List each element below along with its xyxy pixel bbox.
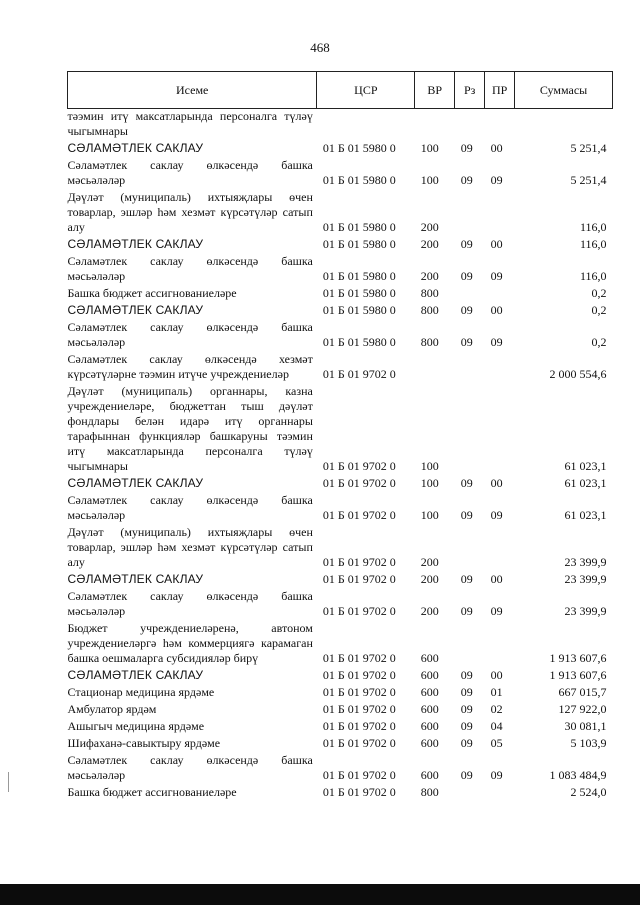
cell-sum: 667 015,7 <box>558 685 607 699</box>
cell-vr <box>415 352 455 384</box>
cell-rz: 09 <box>460 476 473 490</box>
cell-sum: 2 000 554,6 <box>549 367 607 381</box>
cell-vr: 800 <box>420 335 439 349</box>
cell-name: Ашыгыч медицина ярдәме <box>67 719 205 733</box>
cell-csr <box>317 109 415 142</box>
cell-sum: 2 524,0 <box>570 785 607 799</box>
cell-rz <box>455 621 485 668</box>
cell-pr: 01 <box>490 685 503 699</box>
cell-sum: 61 023,1 <box>564 508 607 522</box>
cell-rz <box>455 190 485 237</box>
cell-rz <box>455 109 485 142</box>
cell-rz <box>455 286 485 303</box>
table-row <box>68 303 613 320</box>
cell-sum: 0,2 <box>591 303 607 317</box>
cell-vr: 600 <box>420 768 439 782</box>
cell-name: Бюджет учреждениеләренә, автоном учреждениеләргә һәм коммерциягә карамаган башка оешмаларга субсидияләр бирү <box>67 621 313 665</box>
cell-name: Стационар медицина ярдәме <box>67 685 215 699</box>
cell-pr: 09 <box>490 604 503 618</box>
table-row <box>68 286 613 303</box>
cell-sum: 0,2 <box>591 335 607 349</box>
cell-name: СӘЛАМӘТЛЕК САКЛАУ <box>67 476 204 490</box>
cell-pr <box>485 286 515 303</box>
cell-name: тәэмин итү максатларында персоналга түләү чыгымнары <box>67 109 313 138</box>
cell-name: Дәүләт (муниципаль) ихтыяҗлары өчен товарлар, эшләр һәм хезмәт күрсәтүләр сатып алу <box>67 525 313 569</box>
header-name: Исеме <box>68 72 317 109</box>
cell-rz: 09 <box>460 237 473 251</box>
cell-csr: 01 Б 01 9702 0 <box>322 685 396 699</box>
cell-vr: 600 <box>420 668 439 682</box>
cell-csr: 01 Б 01 5980 0 <box>322 141 396 155</box>
header-vr: ВР <box>415 72 455 109</box>
cell-name: Сәламәтлек саклау өлкәсендә башка мәсьәләләр <box>67 589 313 618</box>
cell-csr: 01 Б 01 9702 0 <box>322 702 396 716</box>
table-row <box>68 320 613 352</box>
cell-sum: 30 081,1 <box>564 719 607 733</box>
cell-pr: 00 <box>490 141 503 155</box>
cell-vr: 600 <box>420 719 439 733</box>
cell-name: Сәламәтлек саклау өлкәсендә хезмәт күрсәтүләрне тәэмин итүче учреждениеләр <box>67 352 313 381</box>
cell-rz: 09 <box>460 335 473 349</box>
cell-pr: 05 <box>490 736 503 750</box>
margin-mark <box>8 772 9 792</box>
cell-rz: 09 <box>460 719 473 733</box>
cell-csr: 01 Б 01 9702 0 <box>322 459 396 473</box>
table-row <box>68 190 613 237</box>
cell-csr: 01 Б 01 9702 0 <box>322 785 396 799</box>
cell-csr: 01 Б 01 9702 0 <box>322 604 396 618</box>
cell-csr: 01 Б 01 5980 0 <box>322 335 396 349</box>
cell-csr: 01 Б 01 5980 0 <box>322 173 396 187</box>
cell-pr: 09 <box>490 768 503 782</box>
cell-sum: 1 083 484,9 <box>549 768 607 782</box>
cell-pr: 09 <box>490 335 503 349</box>
cell-rz: 09 <box>460 685 473 699</box>
cell-vr: 600 <box>420 736 439 750</box>
cell-name: Амбулатор ярдәм <box>67 702 157 716</box>
cell-pr <box>485 190 515 237</box>
cell-csr: 01 Б 01 9702 0 <box>322 476 396 490</box>
cell-pr: 04 <box>490 719 503 733</box>
cell-csr: 01 Б 01 5980 0 <box>322 269 396 283</box>
cell-name: Сәламәтлек саклау өлкәсендә башка мәсьәләләр <box>67 158 313 187</box>
cell-vr: 200 <box>420 572 439 586</box>
cell-csr: 01 Б 01 5980 0 <box>322 220 396 234</box>
cell-vr: 600 <box>420 651 439 665</box>
cell-name: Дәүләт (муниципаль) органнары, казна учреждениеләре, бюджеттан тыш дәүләт фондлары белән идарә итү органнары тарафыннан функцияләр башкаруны тәэмин итү максатларында персоналга түләү чыгымнары <box>67 384 313 473</box>
table-row <box>68 753 613 785</box>
cell-pr <box>485 785 515 802</box>
table-row <box>68 254 613 286</box>
table-row <box>68 384 613 476</box>
cell-rz: 09 <box>460 269 473 283</box>
cell-rz: 09 <box>460 141 473 155</box>
cell-sum: 116,0 <box>579 220 607 234</box>
table-row <box>68 685 613 702</box>
cell-name: СӘЛАМӘТЛЕК САКЛАУ <box>67 668 204 682</box>
table-row <box>68 109 613 142</box>
cell-vr: 100 <box>420 476 439 490</box>
cell-vr: 800 <box>420 303 439 317</box>
cell-sum: 116,0 <box>579 237 607 251</box>
cell-rz: 09 <box>460 604 473 618</box>
cell-sum: 5 103,9 <box>570 736 607 750</box>
cell-vr: 200 <box>420 555 439 569</box>
cell-rz <box>455 525 485 572</box>
cell-csr: 01 Б 01 5980 0 <box>322 303 396 317</box>
cell-sum: 1 913 607,6 <box>549 651 607 665</box>
cell-rz <box>455 352 485 384</box>
cell-vr: 100 <box>420 141 439 155</box>
cell-rz: 09 <box>460 668 473 682</box>
cell-pr: 00 <box>490 668 503 682</box>
cell-pr: 02 <box>490 702 503 716</box>
cell-csr: 01 Б 01 9702 0 <box>322 736 396 750</box>
cell-vr: 100 <box>420 459 439 473</box>
cell-pr: 09 <box>490 269 503 283</box>
table-row <box>68 572 613 589</box>
cell-pr <box>485 384 515 476</box>
cell-pr: 09 <box>490 508 503 522</box>
cell-rz <box>455 384 485 476</box>
cell-sum: 5 251,4 <box>570 173 607 187</box>
cell-name: Дәүләт (муниципаль) ихтыяҗлары өчен товарлар, эшләр һәм хезмәт күрсәтүләр сатып алу <box>67 190 313 234</box>
table-row <box>68 158 613 190</box>
cell-rz: 09 <box>460 303 473 317</box>
cell-pr: 09 <box>490 173 503 187</box>
cell-vr: 800 <box>420 785 439 799</box>
cell-rz: 09 <box>460 572 473 586</box>
table-header <box>68 72 613 109</box>
table-row <box>68 719 613 736</box>
table-row <box>68 736 613 753</box>
cell-sum: 61 023,1 <box>564 476 607 490</box>
cell-csr: 01 Б 01 9702 0 <box>322 508 396 522</box>
table-row <box>68 237 613 254</box>
cell-name: СӘЛАМӘТЛЕК САКЛАУ <box>67 303 204 317</box>
cell-vr: 200 <box>420 604 439 618</box>
cell-csr: 01 Б 01 9702 0 <box>322 555 396 569</box>
cell-csr: 01 Б 01 9702 0 <box>322 719 396 733</box>
cell-pr <box>485 109 515 142</box>
cell-sum: 23 399,9 <box>564 604 607 618</box>
cell-sum <box>515 109 613 142</box>
table-row <box>68 668 613 685</box>
cell-sum: 61 023,1 <box>564 459 607 473</box>
cell-pr <box>485 352 515 384</box>
table-row <box>68 589 613 621</box>
budget-table <box>67 71 613 802</box>
cell-rz: 09 <box>460 702 473 716</box>
cell-sum: 116,0 <box>579 269 607 283</box>
cell-csr: 01 Б 01 9702 0 <box>322 572 396 586</box>
header-sum: Суммасы <box>515 72 613 109</box>
cell-rz: 09 <box>460 768 473 782</box>
cell-vr: 600 <box>420 685 439 699</box>
cell-name: Шифаханә-савыктыру ярдәме <box>67 736 221 750</box>
cell-name: Сәламәтлек саклау өлкәсендә башка мәсьәләләр <box>67 493 313 522</box>
page-number: 468 <box>310 40 330 55</box>
cell-name: Сәламәтлек саклау өлкәсендә башка мәсьәләләр <box>67 320 313 349</box>
cell-vr: 200 <box>420 220 439 234</box>
table-row <box>68 702 613 719</box>
cell-csr: 01 Б 01 9702 0 <box>322 651 396 665</box>
cell-name: Сәламәтлек саклау өлкәсендә башка мәсьәләләр <box>67 753 313 782</box>
table-row <box>68 621 613 668</box>
cell-sum: 23 399,9 <box>564 572 607 586</box>
table-body <box>68 109 613 803</box>
cell-vr: 800 <box>420 286 439 300</box>
cell-vr: 100 <box>420 508 439 522</box>
cell-pr: 00 <box>490 476 503 490</box>
table-row <box>68 141 613 158</box>
scan-edge-bar <box>0 884 640 905</box>
cell-pr: 00 <box>490 303 503 317</box>
table-row <box>68 785 613 802</box>
header-csr: ЦСР <box>317 72 415 109</box>
cell-rz: 09 <box>460 508 473 522</box>
cell-sum: 0,2 <box>591 286 607 300</box>
cell-pr: 00 <box>490 237 503 251</box>
cell-vr: 600 <box>420 702 439 716</box>
table-row <box>68 476 613 493</box>
cell-pr <box>485 621 515 668</box>
cell-sum: 1 913 607,6 <box>549 668 607 682</box>
cell-rz <box>455 785 485 802</box>
cell-vr: 200 <box>420 269 439 283</box>
header-rz: Рз <box>455 72 485 109</box>
cell-vr: 100 <box>420 173 439 187</box>
cell-name: СӘЛАМӘТЛЕК САКЛАУ <box>67 237 204 251</box>
cell-sum: 5 251,4 <box>570 141 607 155</box>
cell-name: Сәламәтлек саклау өлкәсендә башка мәсьәләләр <box>67 254 313 283</box>
cell-pr: 00 <box>490 572 503 586</box>
cell-rz: 09 <box>460 173 473 187</box>
table-row <box>68 493 613 525</box>
cell-name: Башка бюджет ассигнованиеләре <box>67 785 237 799</box>
cell-sum: 23 399,9 <box>564 555 607 569</box>
cell-name: СӘЛАМӘТЛЕК САКЛАУ <box>67 572 204 586</box>
cell-csr: 01 Б 01 5980 0 <box>322 286 396 300</box>
cell-csr: 01 Б 01 9702 0 <box>322 367 396 381</box>
cell-csr: 01 Б 01 5980 0 <box>322 237 396 251</box>
cell-name: СӘЛАМӘТЛЕК САКЛАУ <box>67 141 204 155</box>
cell-name: Башка бюджет ассигнованиеләре <box>67 286 237 300</box>
cell-csr: 01 Б 01 9702 0 <box>322 668 396 682</box>
cell-pr <box>485 525 515 572</box>
cell-csr: 01 Б 01 9702 0 <box>322 768 396 782</box>
table-row <box>68 352 613 384</box>
cell-vr <box>415 109 455 142</box>
header-pr: ПР <box>485 72 515 109</box>
table-row <box>68 525 613 572</box>
cell-rz: 09 <box>460 736 473 750</box>
cell-vr: 200 <box>420 237 439 251</box>
cell-sum: 127 922,0 <box>558 702 607 716</box>
